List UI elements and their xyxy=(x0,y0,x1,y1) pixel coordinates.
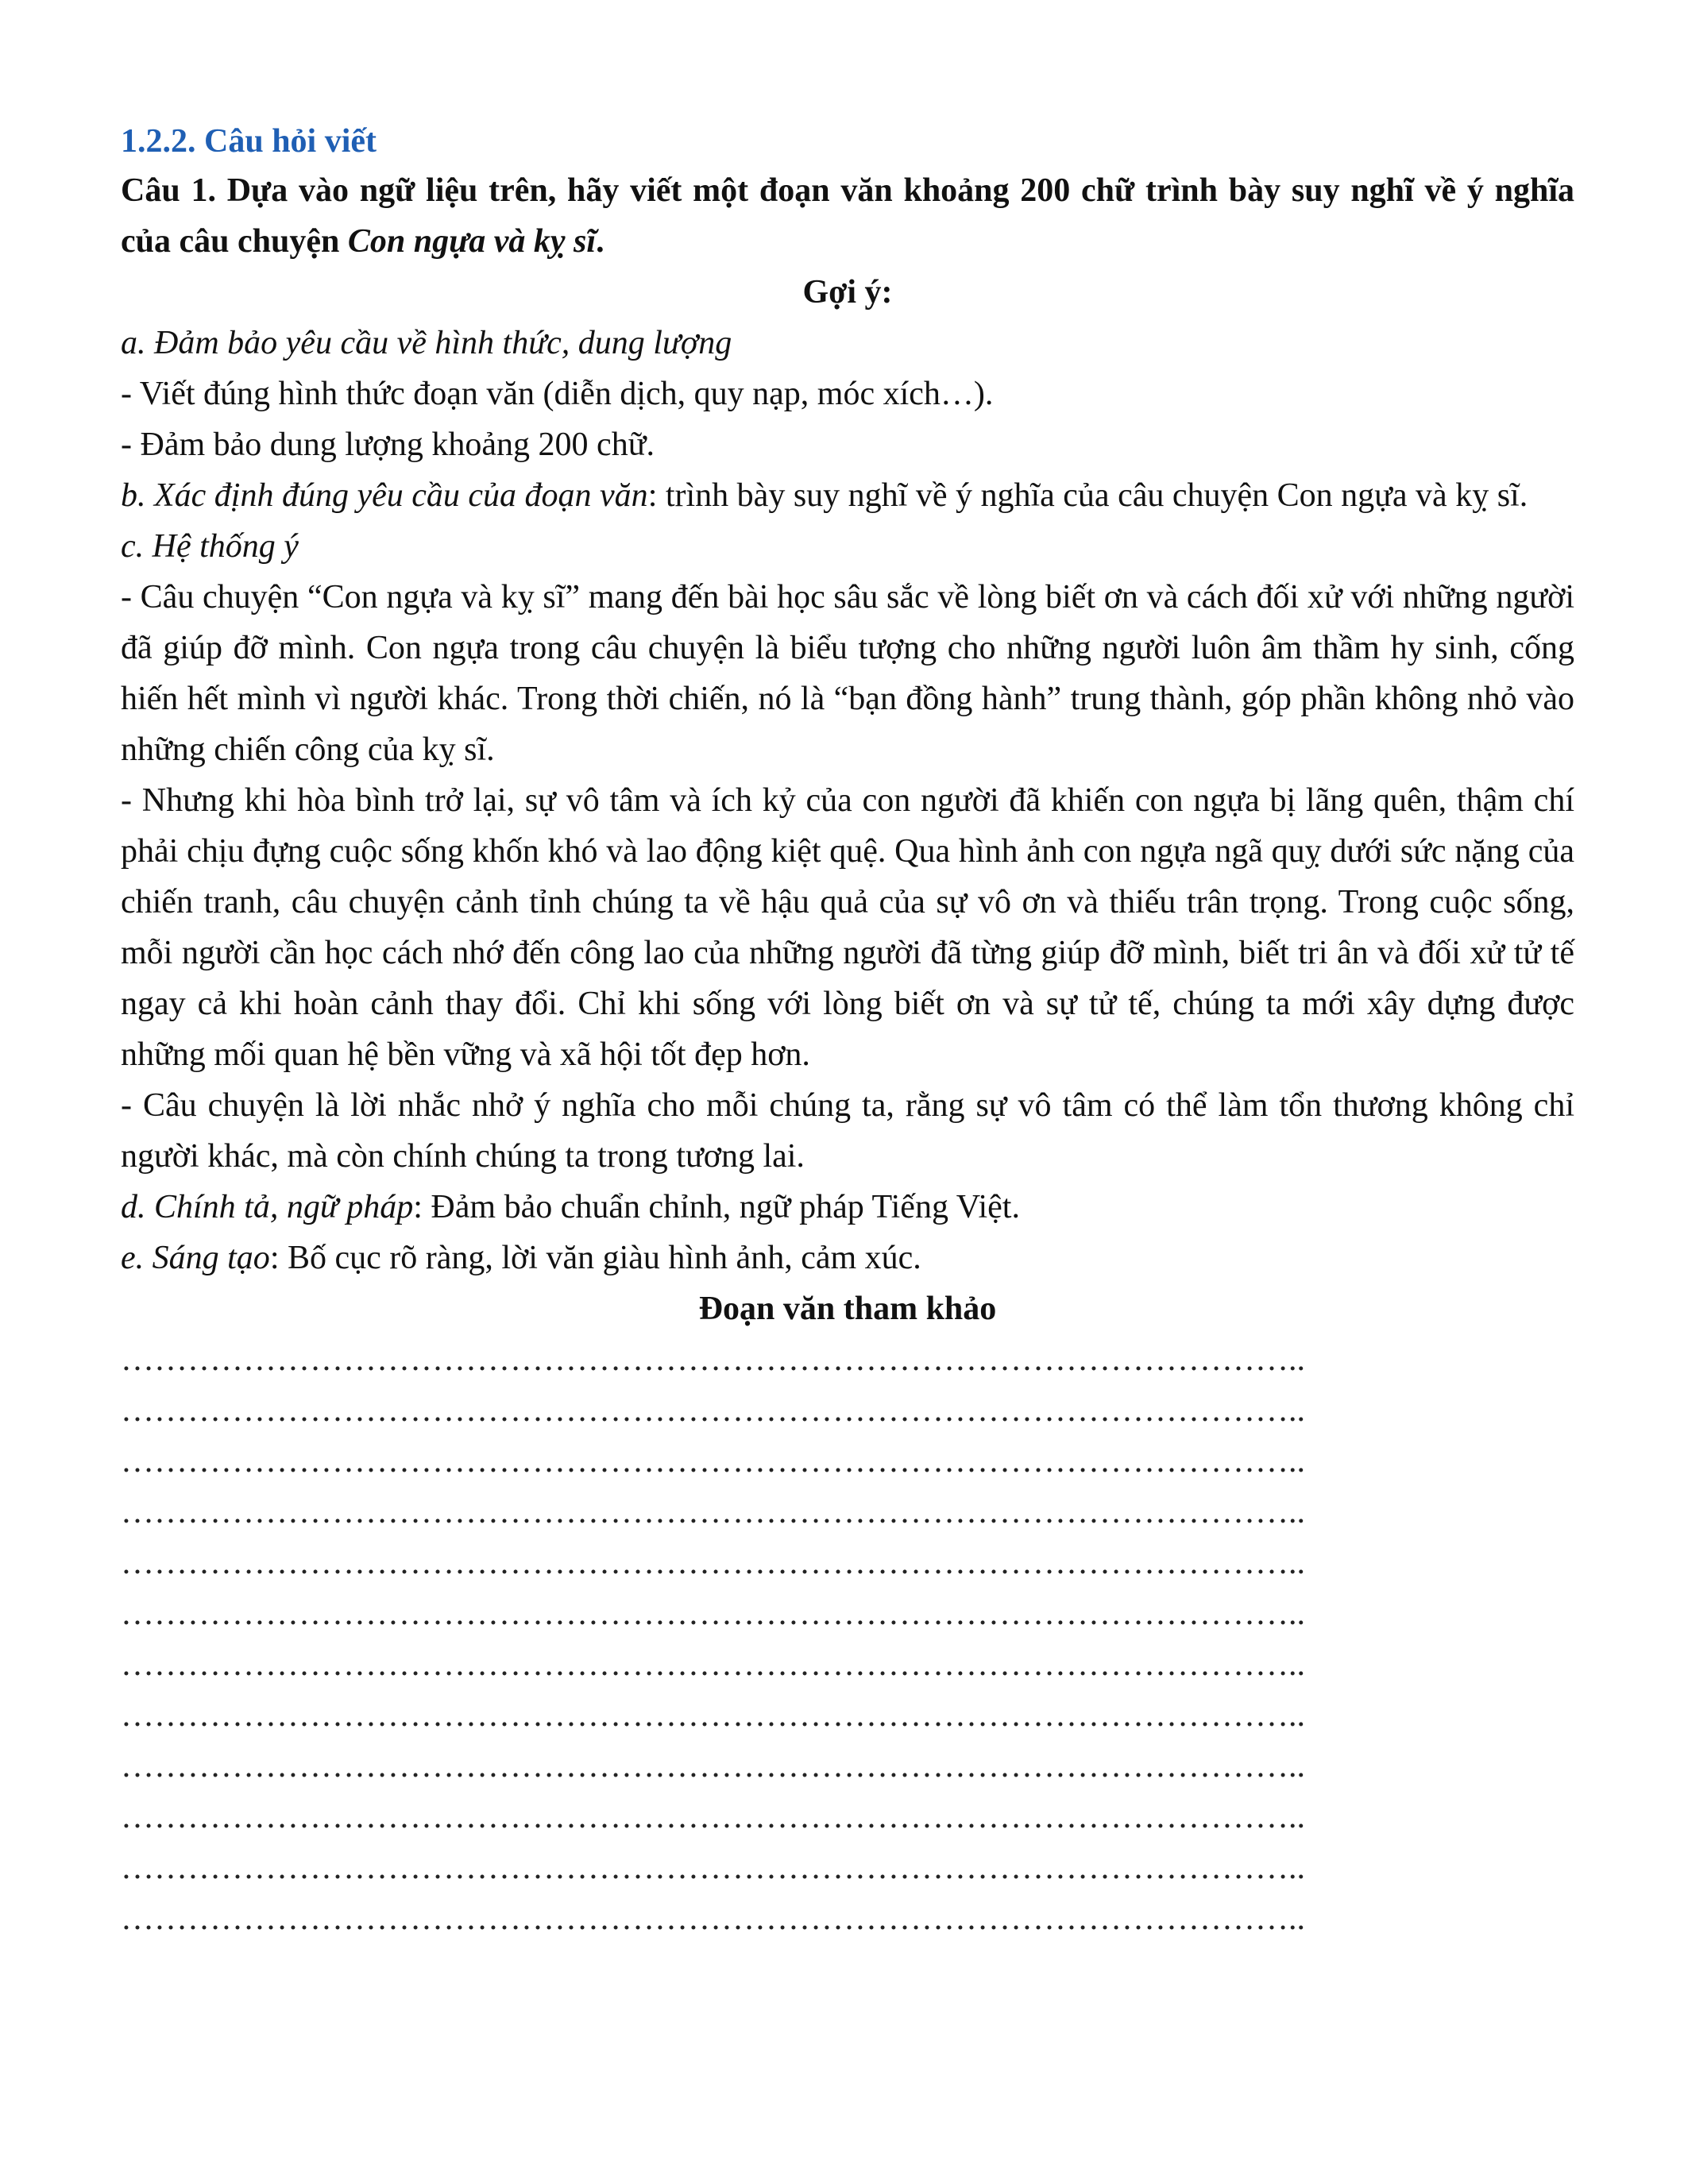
part-a-line-1: - Viết đúng hình thức đoạn văn (diễn dịch, quy nạp, móc xích…). xyxy=(121,376,994,412)
dotted-line: …………………………………………………………………………………………….. xyxy=(121,1748,1305,1785)
part-e-text: : Bố cục rõ ràng, lời văn giàu hình ảnh, cảm xúc. xyxy=(269,1240,921,1276)
part-c-heading: c. Hệ thống ý xyxy=(121,528,299,565)
part-b-label: b. Xác định đúng yêu cầu của đoạn văn xyxy=(121,477,648,514)
question-1 xyxy=(121,165,1574,267)
part-d-label: d. Chính tả, ngữ pháp xyxy=(121,1189,414,1225)
part-d-text: : Đảm bảo chuẩn chỉnh, ngữ pháp Tiếng Việt. xyxy=(413,1189,1020,1225)
part-d xyxy=(121,1182,1574,1233)
part-e xyxy=(121,1233,1574,1283)
part-b-text: : trình bày suy nghĩ về ý nghĩa của câu chuyện Con ngựa và kỵ sĩ. xyxy=(647,477,1528,514)
part-a-heading: a. Đảm bảo yêu cầu về hình thức, dung lượng xyxy=(121,325,732,361)
document-page xyxy=(121,118,1574,1944)
dotted-lines xyxy=(121,1334,1574,1944)
dotted-line: …………………………………………………………………………………………….. xyxy=(121,1596,1305,1632)
question-suffix: . xyxy=(596,223,605,260)
section-heading: 1.2.2. Câu hỏi viết xyxy=(121,123,377,160)
story-title: Con ngựa và kỵ sĩ xyxy=(347,223,597,260)
part-c-paragraph-1: - Câu chuyện “Con ngựa và kỵ sĩ” mang đến bài học sâu sắc về lòng biết ơn và cách đối xử với những người đã giúp đỡ mình. Con ngựa trong câu chuyện là biểu tượng cho những người luôn âm thầm hy sinh, cống hiến hết mình vì người khác. Trong thời chiến, nó là “bạn đồng hành” trung thành, góp phần không nhỏ vào những chiến công của kỵ sĩ. xyxy=(121,579,1574,768)
part-b xyxy=(121,470,1574,521)
question-text: Câu 1. Dựa vào ngữ liệu trên, hãy viết một đoạn văn khoảng 200 chữ trình bày suy nghĩ về ý nghĩa của câu chuyện xyxy=(121,172,1574,260)
dotted-line: …………………………………………………………………………………………….. xyxy=(121,1494,1305,1530)
dotted-line: …………………………………………………………………………………………….. xyxy=(121,1392,1305,1429)
reference-title: Đoạn văn tham khảo xyxy=(698,1291,997,1327)
dotted-line: …………………………………………………………………………………………….. xyxy=(121,1900,1305,1937)
part-a-line-2: - Đảm bảo dung lượng khoảng 200 chữ. xyxy=(121,426,655,463)
dotted-line: …………………………………………………………………………………………….. xyxy=(121,1545,1305,1581)
dotted-line: …………………………………………………………………………………………….. xyxy=(121,1850,1305,1886)
part-c-paragraph-3: - Câu chuyện là lời nhắc nhở ý nghĩa cho mỗi chúng ta, rằng sự vô tâm có thể làm tổn thương không chỉ người khác, mà còn chính chúng ta trong tương lai. xyxy=(121,1087,1574,1175)
hint-title: Gợi ý: xyxy=(802,274,893,311)
part-e-label: e. Sáng tạo xyxy=(121,1240,270,1276)
dotted-line: …………………………………………………………………………………………….. xyxy=(121,1697,1305,1734)
dotted-line: …………………………………………………………………………………………….. xyxy=(121,1646,1305,1683)
dotted-line: …………………………………………………………………………………………….. xyxy=(121,1341,1305,1378)
dotted-line: …………………………………………………………………………………………….. xyxy=(121,1799,1305,1835)
part-c-paragraph-2: - Nhưng khi hòa bình trở lại, sự vô tâm và ích kỷ của con người đã khiến con ngựa bị lãng quên, thậm chí phải chịu đựng cuộc sống khốn khó và lao động kiệt quệ. Qua hình ảnh con ngựa ngã quỵ dưới sức nặng của chiến tranh, câu chuyện cảnh tỉnh chúng ta về hậu quả của sự vô ơn và thiếu trân trọng. Trong cuộc sống, mỗi người cần học cách nhớ đến công lao của những người đã từng giúp đỡ mình, biết tri ân và đối xử tử tế ngay cả khi hoàn cảnh thay đổi. Chỉ khi sống với lòng biết ơn và sự tử tế, chúng ta mới xây dựng được những mối quan hệ bền vững và xã hội tốt đẹp hơn. xyxy=(121,782,1574,1073)
dotted-line: …………………………………………………………………………………………….. xyxy=(121,1443,1305,1480)
